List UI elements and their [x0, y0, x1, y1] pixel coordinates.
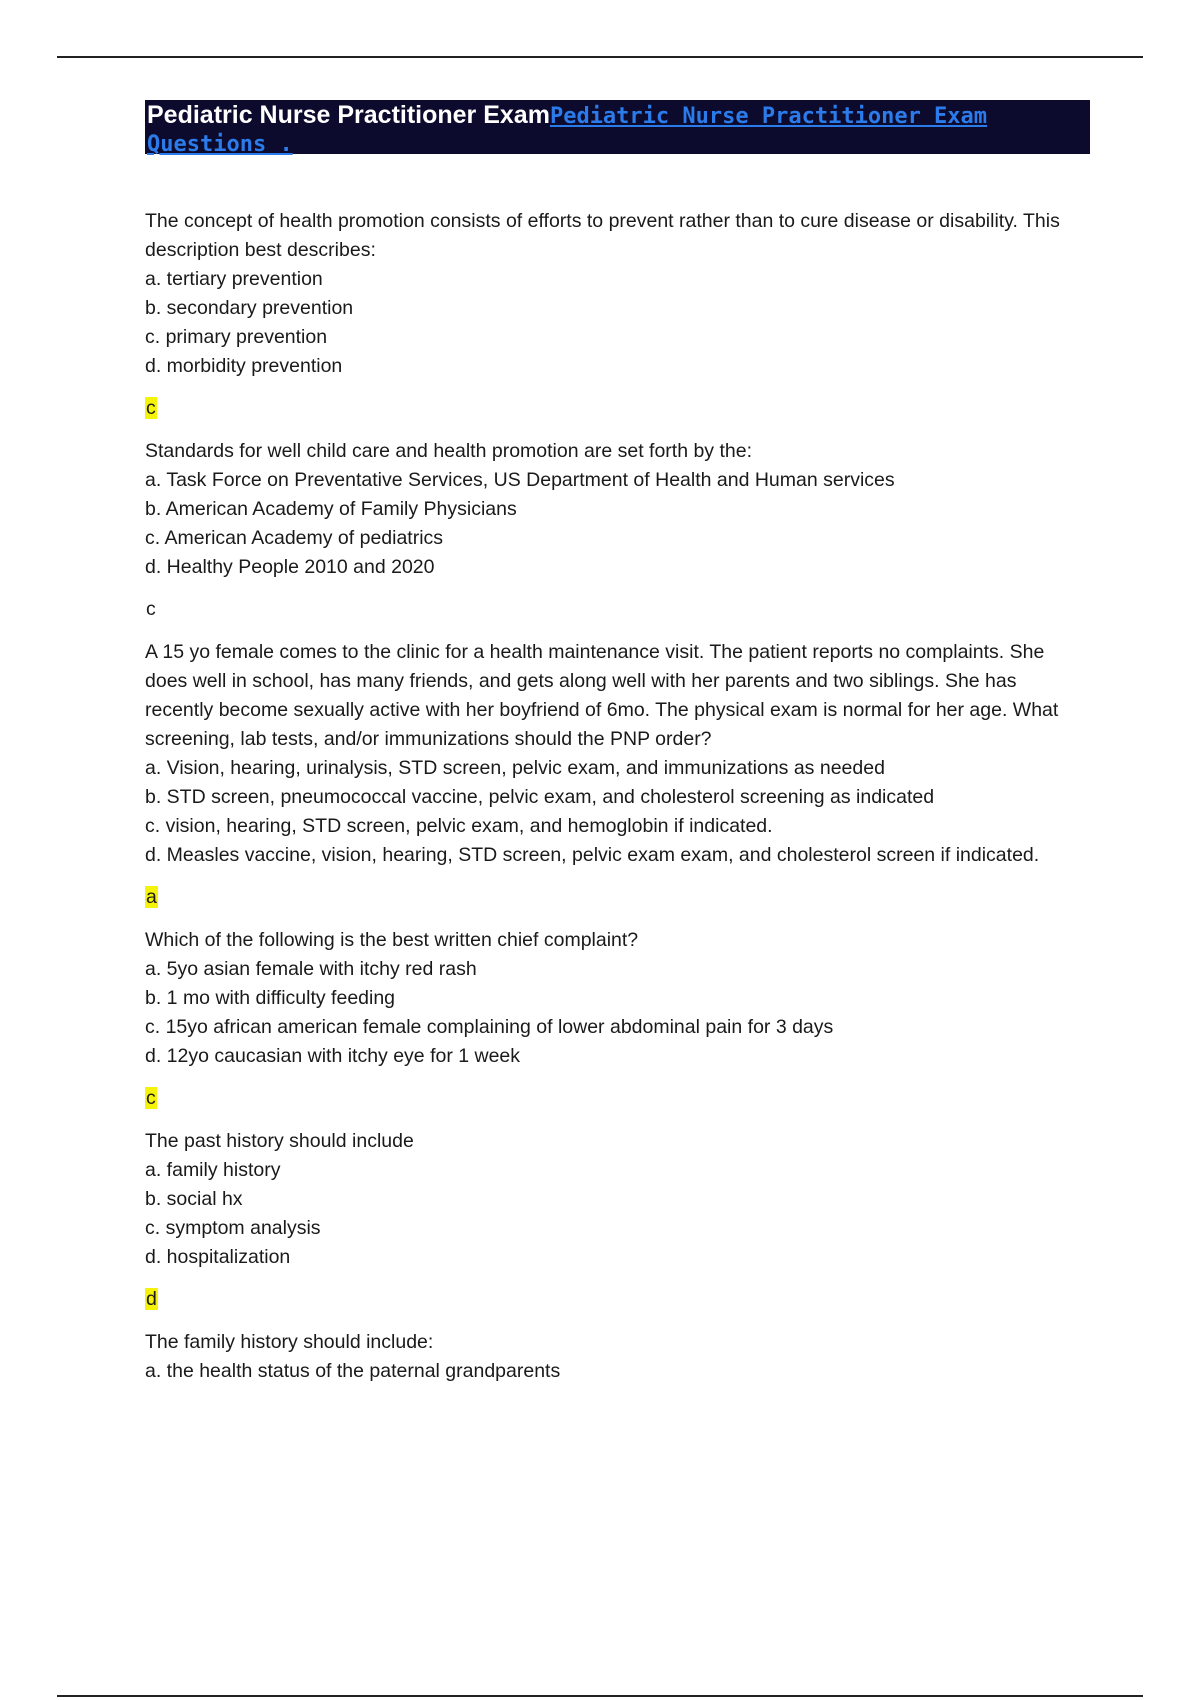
question-stem: Which of the following is the best written chief complaint? [145, 929, 639, 951]
exam-questions-link[interactable]: Pediatric Nurse Practitioner Exam Questions . [147, 104, 988, 157]
page-title: Pediatric Nurse Practitioner Exam [147, 101, 550, 129]
question-block [145, 926, 1090, 1113]
bottom-rule [57, 1695, 1143, 1697]
answer-option: b. social hx [145, 1188, 243, 1210]
answer-letter: a [146, 886, 157, 908]
correct-answer [145, 1285, 1090, 1314]
answer-option: d. Healthy People 2010 and 2020 [145, 556, 435, 578]
answer-option: a. Vision, hearing, urinalysis, STD screen, pelvic exam, and immunizations as needed [145, 757, 885, 779]
answer-option: b. 1 mo with difficulty feeding [145, 987, 396, 1009]
answer-option: d. morbidity prevention [145, 355, 343, 377]
answer-letter: c [146, 397, 156, 419]
answer-option: c. vision, hearing, STD screen, pelvic exam, and hemoglobin if indicated. [145, 815, 773, 837]
correct-answer [145, 1084, 1090, 1113]
answer-letter: c [146, 598, 156, 620]
question-stem: The past history should include [145, 1130, 414, 1152]
question-block [145, 207, 1090, 423]
answer-option: a. 5yo asian female with itchy red rash [145, 958, 477, 980]
answer-option: c. American Academy of pediatrics [145, 527, 444, 549]
question-block [145, 638, 1090, 912]
answer-option: c. symptom analysis [145, 1217, 321, 1239]
answer-option: b. American Academy of Family Physicians [145, 498, 517, 520]
correct-answer [145, 595, 1090, 624]
answer-option: a. the health status of the paternal grandparents [145, 1360, 561, 1382]
question-stem: The family history should include: [145, 1331, 434, 1353]
answer-option: a. Task Force on Preventative Services, US Department of Health and Human services [145, 469, 895, 491]
answer-option: c. 15yo african american female complaining of lower abdominal pain for 3 days [145, 1016, 834, 1038]
answer-letter: d [146, 1288, 157, 1310]
question-stem: Standards for well child care and health promotion are set forth by the: [145, 440, 753, 462]
answer-option: d. hospitalization [145, 1246, 291, 1268]
answer-option: b. secondary prevention [145, 297, 354, 319]
answer-option: b. STD screen, pneumococcal vaccine, pelvic exam, and cholesterol screening as indicated [145, 786, 935, 808]
answer-letter: c [146, 1087, 156, 1109]
top-rule [57, 56, 1143, 58]
question-block [145, 437, 1090, 624]
answer-option: d. Measles vaccine, vision, hearing, STD screen, pelvic exam exam, and cholesterol screen if indicated. [145, 844, 1040, 866]
question-list [145, 207, 1090, 1386]
answer-option: c. primary prevention [145, 326, 328, 348]
question-block [145, 1328, 1090, 1386]
correct-answer [145, 883, 1090, 912]
document-body [145, 100, 1090, 1386]
correct-answer [145, 394, 1090, 423]
title-banner [145, 100, 1090, 157]
answer-option: d. 12yo caucasian with itchy eye for 1 week [145, 1045, 521, 1067]
question-stem: A 15 yo female comes to the clinic for a health maintenance visit. The patient reports no complaints. She does well in school, has many friends, and gets along well with her parents and two siblings. She has recently become sexually active with her boyfriend of 6mo. The physical exam is normal for her age. What screening, lab tests, and/or immunizations should the PNP order? [145, 641, 1059, 750]
answer-option: a. tertiary prevention [145, 268, 323, 290]
question-block [145, 1127, 1090, 1314]
answer-option: a. family history [145, 1159, 281, 1181]
question-stem: The concept of health promotion consists of efforts to prevent rather than to cure disease or disability. This description best describes: [145, 210, 1060, 261]
